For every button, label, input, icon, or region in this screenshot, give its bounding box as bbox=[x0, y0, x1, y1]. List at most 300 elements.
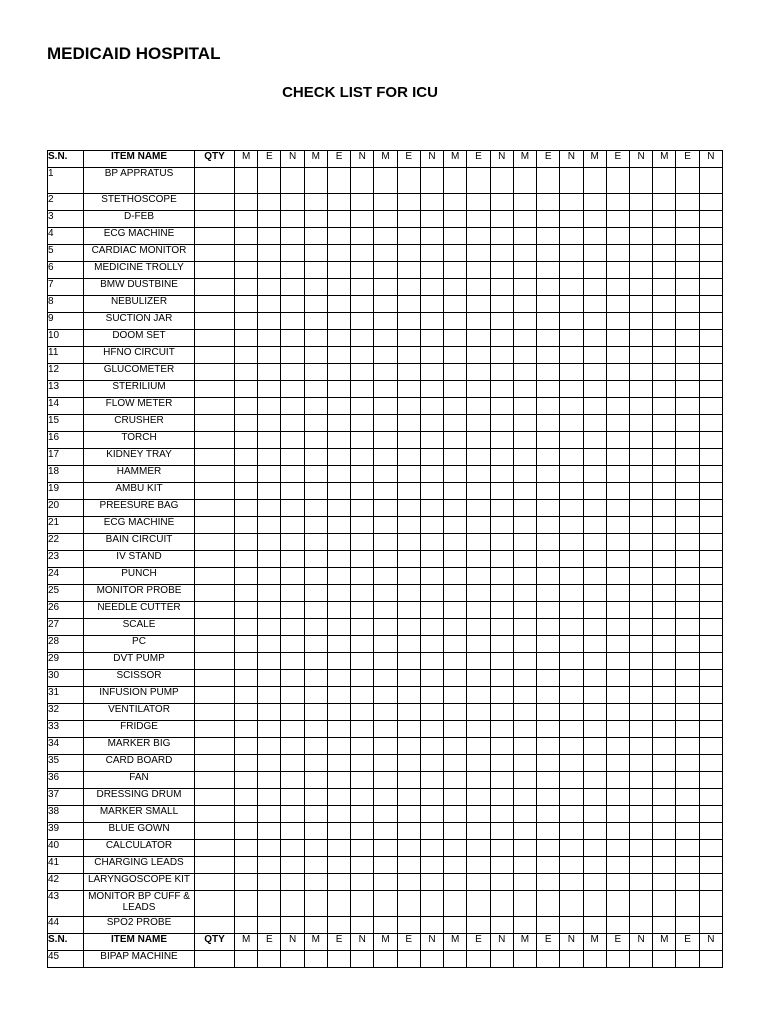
shift-check-cell[interactable] bbox=[444, 534, 467, 551]
shift-check-cell[interactable] bbox=[490, 381, 513, 398]
shift-check-cell[interactable] bbox=[235, 874, 258, 891]
shift-check-cell[interactable] bbox=[258, 211, 281, 228]
shift-check-cell[interactable] bbox=[699, 619, 722, 636]
shift-check-cell[interactable] bbox=[420, 670, 443, 687]
shift-check-cell[interactable] bbox=[420, 483, 443, 500]
shift-check-cell[interactable] bbox=[560, 840, 583, 857]
shift-check-cell[interactable] bbox=[606, 585, 629, 602]
shift-check-cell[interactable] bbox=[490, 228, 513, 245]
shift-check-cell[interactable] bbox=[281, 364, 304, 381]
shift-check-cell[interactable] bbox=[327, 466, 350, 483]
shift-check-cell[interactable] bbox=[327, 432, 350, 449]
shift-check-cell[interactable] bbox=[397, 670, 420, 687]
shift-check-cell[interactable] bbox=[490, 874, 513, 891]
shift-check-cell[interactable] bbox=[467, 687, 490, 704]
shift-check-cell[interactable] bbox=[420, 534, 443, 551]
shift-check-cell[interactable] bbox=[513, 364, 536, 381]
shift-check-cell[interactable] bbox=[490, 534, 513, 551]
shift-check-cell[interactable] bbox=[699, 534, 722, 551]
shift-check-cell[interactable] bbox=[629, 483, 652, 500]
shift-check-cell[interactable] bbox=[351, 891, 374, 917]
shift-check-cell[interactable] bbox=[397, 568, 420, 585]
shift-check-cell[interactable] bbox=[281, 806, 304, 823]
shift-check-cell[interactable] bbox=[537, 619, 560, 636]
shift-check-cell[interactable] bbox=[537, 653, 560, 670]
shift-check-cell[interactable] bbox=[583, 228, 606, 245]
shift-check-cell[interactable] bbox=[513, 823, 536, 840]
shift-check-cell[interactable] bbox=[653, 738, 676, 755]
shift-check-cell[interactable] bbox=[490, 500, 513, 517]
shift-check-cell[interactable] bbox=[397, 840, 420, 857]
shift-check-cell[interactable] bbox=[327, 670, 350, 687]
shift-check-cell[interactable] bbox=[606, 806, 629, 823]
shift-check-cell[interactable] bbox=[467, 568, 490, 585]
item-qty-cell[interactable] bbox=[195, 483, 235, 500]
shift-check-cell[interactable] bbox=[467, 917, 490, 934]
shift-check-cell[interactable] bbox=[420, 687, 443, 704]
shift-check-cell[interactable] bbox=[606, 262, 629, 279]
shift-check-cell[interactable] bbox=[699, 364, 722, 381]
shift-check-cell[interactable] bbox=[327, 347, 350, 364]
shift-check-cell[interactable] bbox=[327, 279, 350, 296]
shift-check-cell[interactable] bbox=[699, 330, 722, 347]
shift-check-cell[interactable] bbox=[374, 670, 397, 687]
shift-check-cell[interactable] bbox=[490, 432, 513, 449]
shift-check-cell[interactable] bbox=[281, 951, 304, 968]
shift-check-cell[interactable] bbox=[606, 721, 629, 738]
shift-check-cell[interactable] bbox=[327, 517, 350, 534]
shift-check-cell[interactable] bbox=[513, 449, 536, 466]
shift-check-cell[interactable] bbox=[351, 670, 374, 687]
shift-check-cell[interactable] bbox=[699, 245, 722, 262]
shift-check-cell[interactable] bbox=[606, 857, 629, 874]
shift-check-cell[interactable] bbox=[444, 619, 467, 636]
shift-check-cell[interactable] bbox=[583, 687, 606, 704]
shift-check-cell[interactable] bbox=[490, 619, 513, 636]
shift-check-cell[interactable] bbox=[513, 755, 536, 772]
shift-check-cell[interactable] bbox=[258, 449, 281, 466]
shift-check-cell[interactable] bbox=[304, 347, 327, 364]
shift-check-cell[interactable] bbox=[560, 296, 583, 313]
shift-check-cell[interactable] bbox=[467, 194, 490, 211]
shift-check-cell[interactable] bbox=[513, 483, 536, 500]
shift-check-cell[interactable] bbox=[699, 415, 722, 432]
shift-check-cell[interactable] bbox=[537, 755, 560, 772]
shift-check-cell[interactable] bbox=[653, 789, 676, 806]
shift-check-cell[interactable] bbox=[653, 917, 676, 934]
shift-check-cell[interactable] bbox=[444, 951, 467, 968]
shift-check-cell[interactable] bbox=[629, 228, 652, 245]
shift-check-cell[interactable] bbox=[490, 602, 513, 619]
shift-check-cell[interactable] bbox=[351, 687, 374, 704]
shift-check-cell[interactable] bbox=[676, 381, 699, 398]
shift-check-cell[interactable] bbox=[444, 585, 467, 602]
shift-check-cell[interactable] bbox=[327, 449, 350, 466]
shift-check-cell[interactable] bbox=[560, 857, 583, 874]
shift-check-cell[interactable] bbox=[560, 313, 583, 330]
shift-check-cell[interactable] bbox=[629, 432, 652, 449]
shift-check-cell[interactable] bbox=[513, 168, 536, 194]
shift-check-cell[interactable] bbox=[327, 755, 350, 772]
shift-check-cell[interactable] bbox=[490, 364, 513, 381]
shift-check-cell[interactable] bbox=[560, 585, 583, 602]
shift-check-cell[interactable] bbox=[281, 585, 304, 602]
shift-check-cell[interactable] bbox=[467, 415, 490, 432]
shift-check-cell[interactable] bbox=[560, 279, 583, 296]
shift-check-cell[interactable] bbox=[444, 245, 467, 262]
shift-check-cell[interactable] bbox=[699, 874, 722, 891]
shift-check-cell[interactable] bbox=[258, 500, 281, 517]
shift-check-cell[interactable] bbox=[676, 687, 699, 704]
shift-check-cell[interactable] bbox=[606, 670, 629, 687]
shift-check-cell[interactable] bbox=[653, 194, 676, 211]
shift-check-cell[interactable] bbox=[304, 653, 327, 670]
shift-check-cell[interactable] bbox=[235, 636, 258, 653]
shift-check-cell[interactable] bbox=[583, 194, 606, 211]
item-qty-cell[interactable] bbox=[195, 840, 235, 857]
shift-check-cell[interactable] bbox=[699, 789, 722, 806]
shift-check-cell[interactable] bbox=[374, 789, 397, 806]
shift-check-cell[interactable] bbox=[258, 891, 281, 917]
shift-check-cell[interactable] bbox=[629, 211, 652, 228]
shift-check-cell[interactable] bbox=[583, 551, 606, 568]
shift-check-cell[interactable] bbox=[351, 602, 374, 619]
shift-check-cell[interactable] bbox=[490, 687, 513, 704]
shift-check-cell[interactable] bbox=[513, 432, 536, 449]
shift-check-cell[interactable] bbox=[467, 296, 490, 313]
shift-check-cell[interactable] bbox=[699, 466, 722, 483]
shift-check-cell[interactable] bbox=[374, 653, 397, 670]
item-qty-cell[interactable] bbox=[195, 517, 235, 534]
shift-check-cell[interactable] bbox=[281, 211, 304, 228]
shift-check-cell[interactable] bbox=[374, 806, 397, 823]
shift-check-cell[interactable] bbox=[513, 772, 536, 789]
shift-check-cell[interactable] bbox=[653, 381, 676, 398]
shift-check-cell[interactable] bbox=[258, 168, 281, 194]
shift-check-cell[interactable] bbox=[676, 500, 699, 517]
shift-check-cell[interactable] bbox=[467, 500, 490, 517]
shift-check-cell[interactable] bbox=[420, 279, 443, 296]
shift-check-cell[interactable] bbox=[327, 857, 350, 874]
shift-check-cell[interactable] bbox=[606, 755, 629, 772]
shift-check-cell[interactable] bbox=[235, 755, 258, 772]
shift-check-cell[interactable] bbox=[490, 483, 513, 500]
shift-check-cell[interactable] bbox=[490, 415, 513, 432]
shift-check-cell[interactable] bbox=[235, 398, 258, 415]
shift-check-cell[interactable] bbox=[467, 228, 490, 245]
shift-check-cell[interactable] bbox=[629, 296, 652, 313]
shift-check-cell[interactable] bbox=[490, 840, 513, 857]
shift-check-cell[interactable] bbox=[676, 670, 699, 687]
shift-check-cell[interactable] bbox=[676, 449, 699, 466]
shift-check-cell[interactable] bbox=[699, 517, 722, 534]
shift-check-cell[interactable] bbox=[606, 619, 629, 636]
shift-check-cell[interactable] bbox=[444, 551, 467, 568]
item-qty-cell[interactable] bbox=[195, 789, 235, 806]
shift-check-cell[interactable] bbox=[653, 262, 676, 279]
shift-check-cell[interactable] bbox=[490, 670, 513, 687]
shift-check-cell[interactable] bbox=[235, 483, 258, 500]
shift-check-cell[interactable] bbox=[327, 500, 350, 517]
shift-check-cell[interactable] bbox=[583, 806, 606, 823]
shift-check-cell[interactable] bbox=[281, 755, 304, 772]
shift-check-cell[interactable] bbox=[397, 262, 420, 279]
shift-check-cell[interactable] bbox=[676, 636, 699, 653]
shift-check-cell[interactable] bbox=[676, 585, 699, 602]
shift-check-cell[interactable] bbox=[351, 704, 374, 721]
shift-check-cell[interactable] bbox=[699, 857, 722, 874]
shift-check-cell[interactable] bbox=[606, 500, 629, 517]
shift-check-cell[interactable] bbox=[583, 483, 606, 500]
shift-check-cell[interactable] bbox=[606, 789, 629, 806]
item-qty-cell[interactable] bbox=[195, 466, 235, 483]
shift-check-cell[interactable] bbox=[676, 313, 699, 330]
shift-check-cell[interactable] bbox=[327, 364, 350, 381]
shift-check-cell[interactable] bbox=[676, 211, 699, 228]
shift-check-cell[interactable] bbox=[606, 364, 629, 381]
shift-check-cell[interactable] bbox=[560, 721, 583, 738]
shift-check-cell[interactable] bbox=[281, 704, 304, 721]
shift-check-cell[interactable] bbox=[583, 168, 606, 194]
shift-check-cell[interactable] bbox=[374, 857, 397, 874]
item-qty-cell[interactable] bbox=[195, 211, 235, 228]
shift-check-cell[interactable] bbox=[513, 347, 536, 364]
shift-check-cell[interactable] bbox=[420, 228, 443, 245]
item-qty-cell[interactable] bbox=[195, 738, 235, 755]
shift-check-cell[interactable] bbox=[699, 636, 722, 653]
shift-check-cell[interactable] bbox=[490, 755, 513, 772]
item-qty-cell[interactable] bbox=[195, 653, 235, 670]
shift-check-cell[interactable] bbox=[513, 568, 536, 585]
shift-check-cell[interactable] bbox=[583, 738, 606, 755]
item-qty-cell[interactable] bbox=[195, 636, 235, 653]
shift-check-cell[interactable] bbox=[467, 168, 490, 194]
shift-check-cell[interactable] bbox=[327, 636, 350, 653]
shift-check-cell[interactable] bbox=[327, 313, 350, 330]
shift-check-cell[interactable] bbox=[467, 636, 490, 653]
shift-check-cell[interactable] bbox=[560, 738, 583, 755]
shift-check-cell[interactable] bbox=[676, 823, 699, 840]
shift-check-cell[interactable] bbox=[560, 636, 583, 653]
shift-check-cell[interactable] bbox=[281, 330, 304, 347]
shift-check-cell[interactable] bbox=[281, 483, 304, 500]
shift-check-cell[interactable] bbox=[699, 211, 722, 228]
shift-check-cell[interactable] bbox=[537, 704, 560, 721]
shift-check-cell[interactable] bbox=[351, 296, 374, 313]
shift-check-cell[interactable] bbox=[281, 262, 304, 279]
shift-check-cell[interactable] bbox=[258, 857, 281, 874]
shift-check-cell[interactable] bbox=[606, 466, 629, 483]
shift-check-cell[interactable] bbox=[653, 534, 676, 551]
shift-check-cell[interactable] bbox=[653, 874, 676, 891]
shift-check-cell[interactable] bbox=[281, 636, 304, 653]
shift-check-cell[interactable] bbox=[281, 279, 304, 296]
shift-check-cell[interactable] bbox=[397, 347, 420, 364]
shift-check-cell[interactable] bbox=[629, 687, 652, 704]
shift-check-cell[interactable] bbox=[351, 194, 374, 211]
shift-check-cell[interactable] bbox=[606, 347, 629, 364]
shift-check-cell[interactable] bbox=[235, 245, 258, 262]
shift-check-cell[interactable] bbox=[397, 415, 420, 432]
shift-check-cell[interactable] bbox=[583, 262, 606, 279]
shift-check-cell[interactable] bbox=[304, 313, 327, 330]
shift-check-cell[interactable] bbox=[235, 330, 258, 347]
shift-check-cell[interactable] bbox=[606, 228, 629, 245]
shift-check-cell[interactable] bbox=[397, 296, 420, 313]
shift-check-cell[interactable] bbox=[513, 840, 536, 857]
shift-check-cell[interactable] bbox=[537, 245, 560, 262]
shift-check-cell[interactable] bbox=[560, 194, 583, 211]
shift-check-cell[interactable] bbox=[537, 228, 560, 245]
shift-check-cell[interactable] bbox=[258, 364, 281, 381]
shift-check-cell[interactable] bbox=[606, 551, 629, 568]
shift-check-cell[interactable] bbox=[467, 517, 490, 534]
shift-check-cell[interactable] bbox=[397, 738, 420, 755]
shift-check-cell[interactable] bbox=[490, 585, 513, 602]
shift-check-cell[interactable] bbox=[676, 466, 699, 483]
shift-check-cell[interactable] bbox=[258, 245, 281, 262]
shift-check-cell[interactable] bbox=[699, 704, 722, 721]
shift-check-cell[interactable] bbox=[653, 364, 676, 381]
shift-check-cell[interactable] bbox=[653, 517, 676, 534]
shift-check-cell[interactable] bbox=[653, 857, 676, 874]
shift-check-cell[interactable] bbox=[258, 653, 281, 670]
shift-check-cell[interactable] bbox=[653, 619, 676, 636]
shift-check-cell[interactable] bbox=[513, 211, 536, 228]
shift-check-cell[interactable] bbox=[537, 279, 560, 296]
shift-check-cell[interactable] bbox=[281, 466, 304, 483]
shift-check-cell[interactable] bbox=[490, 279, 513, 296]
shift-check-cell[interactable] bbox=[629, 568, 652, 585]
shift-check-cell[interactable] bbox=[629, 534, 652, 551]
shift-check-cell[interactable] bbox=[351, 806, 374, 823]
shift-check-cell[interactable] bbox=[629, 789, 652, 806]
item-qty-cell[interactable] bbox=[195, 168, 235, 194]
shift-check-cell[interactable] bbox=[560, 211, 583, 228]
shift-check-cell[interactable] bbox=[304, 330, 327, 347]
shift-check-cell[interactable] bbox=[351, 245, 374, 262]
shift-check-cell[interactable] bbox=[374, 602, 397, 619]
shift-check-cell[interactable] bbox=[258, 313, 281, 330]
shift-check-cell[interactable] bbox=[653, 568, 676, 585]
shift-check-cell[interactable] bbox=[235, 381, 258, 398]
shift-check-cell[interactable] bbox=[699, 568, 722, 585]
shift-check-cell[interactable] bbox=[490, 211, 513, 228]
shift-check-cell[interactable] bbox=[467, 840, 490, 857]
shift-check-cell[interactable] bbox=[397, 449, 420, 466]
shift-check-cell[interactable] bbox=[351, 551, 374, 568]
shift-check-cell[interactable] bbox=[397, 534, 420, 551]
shift-check-cell[interactable] bbox=[560, 398, 583, 415]
shift-check-cell[interactable] bbox=[653, 483, 676, 500]
shift-check-cell[interactable] bbox=[676, 517, 699, 534]
shift-check-cell[interactable] bbox=[537, 500, 560, 517]
shift-check-cell[interactable] bbox=[374, 449, 397, 466]
shift-check-cell[interactable] bbox=[420, 347, 443, 364]
shift-check-cell[interactable] bbox=[235, 534, 258, 551]
shift-check-cell[interactable] bbox=[699, 500, 722, 517]
shift-check-cell[interactable] bbox=[351, 279, 374, 296]
item-qty-cell[interactable] bbox=[195, 704, 235, 721]
shift-check-cell[interactable] bbox=[583, 245, 606, 262]
item-qty-cell[interactable] bbox=[195, 585, 235, 602]
shift-check-cell[interactable] bbox=[420, 211, 443, 228]
item-qty-cell[interactable] bbox=[195, 951, 235, 968]
shift-check-cell[interactable] bbox=[420, 551, 443, 568]
shift-check-cell[interactable] bbox=[397, 857, 420, 874]
shift-check-cell[interactable] bbox=[537, 670, 560, 687]
shift-check-cell[interactable] bbox=[258, 738, 281, 755]
shift-check-cell[interactable] bbox=[583, 415, 606, 432]
shift-check-cell[interactable] bbox=[653, 330, 676, 347]
shift-check-cell[interactable] bbox=[258, 415, 281, 432]
shift-check-cell[interactable] bbox=[327, 602, 350, 619]
shift-check-cell[interactable] bbox=[235, 194, 258, 211]
shift-check-cell[interactable] bbox=[606, 432, 629, 449]
shift-check-cell[interactable] bbox=[420, 619, 443, 636]
shift-check-cell[interactable] bbox=[281, 398, 304, 415]
shift-check-cell[interactable] bbox=[606, 330, 629, 347]
shift-check-cell[interactable] bbox=[629, 857, 652, 874]
shift-check-cell[interactable] bbox=[676, 483, 699, 500]
shift-check-cell[interactable] bbox=[537, 602, 560, 619]
shift-check-cell[interactable] bbox=[629, 772, 652, 789]
shift-check-cell[interactable] bbox=[699, 262, 722, 279]
shift-check-cell[interactable] bbox=[397, 619, 420, 636]
shift-check-cell[interactable] bbox=[304, 500, 327, 517]
shift-check-cell[interactable] bbox=[490, 568, 513, 585]
shift-check-cell[interactable] bbox=[653, 823, 676, 840]
shift-check-cell[interactable] bbox=[676, 228, 699, 245]
shift-check-cell[interactable] bbox=[467, 755, 490, 772]
shift-check-cell[interactable] bbox=[467, 330, 490, 347]
shift-check-cell[interactable] bbox=[420, 653, 443, 670]
shift-check-cell[interactable] bbox=[281, 347, 304, 364]
shift-check-cell[interactable] bbox=[490, 330, 513, 347]
shift-check-cell[interactable] bbox=[467, 823, 490, 840]
shift-check-cell[interactable] bbox=[583, 721, 606, 738]
shift-check-cell[interactable] bbox=[513, 602, 536, 619]
shift-check-cell[interactable] bbox=[629, 755, 652, 772]
shift-check-cell[interactable] bbox=[676, 704, 699, 721]
shift-check-cell[interactable] bbox=[444, 789, 467, 806]
shift-check-cell[interactable] bbox=[583, 653, 606, 670]
item-qty-cell[interactable] bbox=[195, 381, 235, 398]
shift-check-cell[interactable] bbox=[327, 534, 350, 551]
shift-check-cell[interactable] bbox=[560, 823, 583, 840]
shift-check-cell[interactable] bbox=[513, 738, 536, 755]
shift-check-cell[interactable] bbox=[676, 738, 699, 755]
shift-check-cell[interactable] bbox=[351, 168, 374, 194]
shift-check-cell[interactable] bbox=[258, 551, 281, 568]
shift-check-cell[interactable] bbox=[327, 874, 350, 891]
shift-check-cell[interactable] bbox=[699, 772, 722, 789]
shift-check-cell[interactable] bbox=[606, 449, 629, 466]
shift-check-cell[interactable] bbox=[444, 483, 467, 500]
shift-check-cell[interactable] bbox=[327, 951, 350, 968]
shift-check-cell[interactable] bbox=[560, 917, 583, 934]
shift-check-cell[interactable] bbox=[235, 738, 258, 755]
shift-check-cell[interactable] bbox=[351, 262, 374, 279]
item-qty-cell[interactable] bbox=[195, 806, 235, 823]
shift-check-cell[interactable] bbox=[420, 772, 443, 789]
shift-check-cell[interactable] bbox=[327, 585, 350, 602]
shift-check-cell[interactable] bbox=[629, 194, 652, 211]
shift-check-cell[interactable] bbox=[490, 721, 513, 738]
shift-check-cell[interactable] bbox=[258, 483, 281, 500]
shift-check-cell[interactable] bbox=[258, 296, 281, 313]
shift-check-cell[interactable] bbox=[235, 364, 258, 381]
